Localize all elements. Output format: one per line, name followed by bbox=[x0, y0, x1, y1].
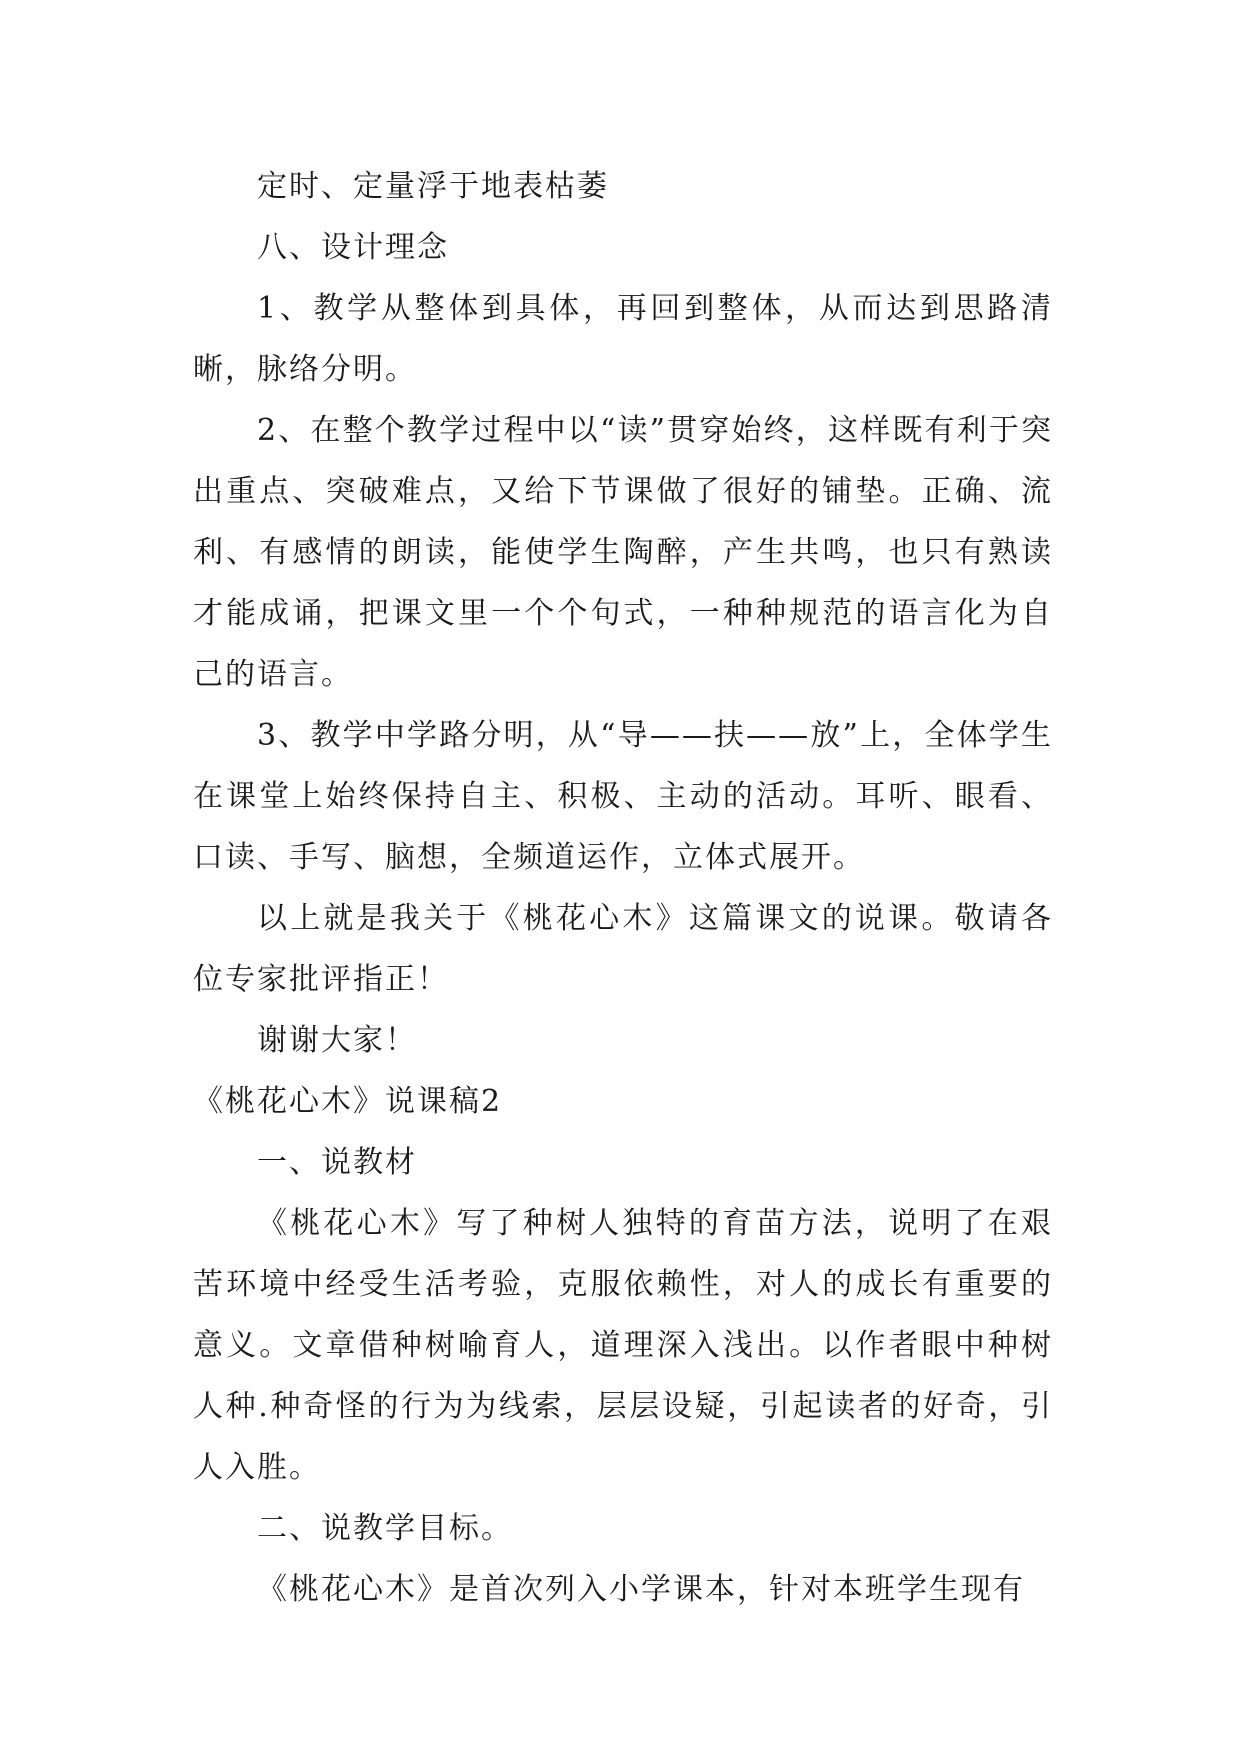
document-title-2: 《桃花心木》说课稿2 bbox=[193, 1084, 503, 1119]
paragraph-point-3: 3、教学中学路分明，从“导——扶——放”上，全体学生在课堂上始终保持自主、积极、主动的活动。耳听、眼看、口读、手写、脑想，全频道运作，立体式展开。 bbox=[193, 718, 1053, 875]
section-heading-objectives: 二、说教学目标。 bbox=[257, 1511, 513, 1546]
paragraph-fragment: 定时、定量浮于地表枯萎 bbox=[257, 169, 609, 204]
paragraph-textbook: 《桃花心木》写了种树人独特的育苗方法，说明了在艰苦环境中经受生活考验，克服依赖性，对人的成长有重要的意义。文章借种树喻育人，道理深入浅出。以作者眼中种树人种.种奇怪的行为为线索，层层设疑，引起读者的好奇，引人入胜。 bbox=[193, 1206, 1053, 1485]
paragraph-closing: 以上就是我关于《桃花心木》这篇课文的说课。敬请各位专家批评指正！ bbox=[193, 901, 1053, 997]
document-body bbox=[193, 156, 1053, 1620]
paragraph-point-1: 1、教学从整体到具体，再回到整体，从而达到思路清晰，脉络分明。 bbox=[193, 291, 1053, 387]
paragraph-point-2: 2、在整个教学过程中以“读”贯穿始终，这样既有利于突出重点、突破难点，又给下节课做了很好的铺垫。正确、流利、有感情的朗读，能使学生陶醉，产生共鸣，也只有熟读才能成诵，把课文里一个个句式，一种种规范的语言化为自己的语言。 bbox=[193, 413, 1053, 692]
section-heading-design-concept: 八、设计理念 bbox=[257, 230, 449, 265]
paragraph-thanks: 谢谢大家！ bbox=[257, 1023, 417, 1058]
section-heading-textbook: 一、说教材 bbox=[257, 1145, 417, 1180]
paragraph-objectives: 《桃花心木》是首次列入小学课本，针对本班学生现有 bbox=[257, 1572, 1025, 1607]
